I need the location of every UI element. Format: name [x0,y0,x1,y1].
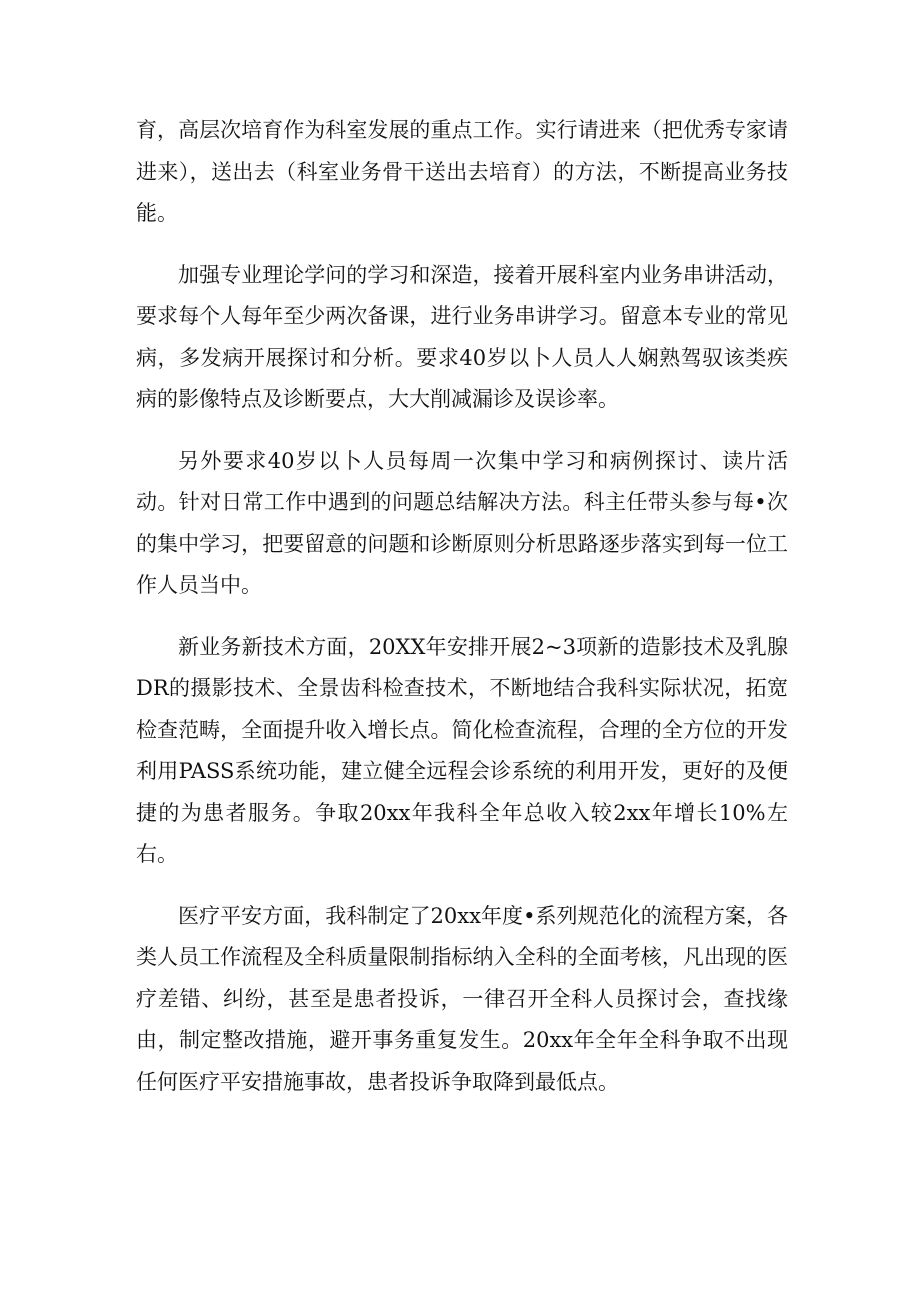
paragraph-training-continued: 育，高层次培育作为科室发展的重点工作。实行请进来（把优秀专家请进来），送出去（科室业务骨干送出去培育）的方法，不断提高业务技能。 [136,118,788,225]
document-body [136,110,788,1123]
paragraph-weekly-study: 另外要求40岁以卜人员每周一次集中学习和病例探讨、读片活动。针对日常工作中遇到的问题总结解决方法。科主任带头参与每•次的集中学习，把要留意的问题和诊断原则分析思路逐步落实到每一位工作人员当中。 [136,448,788,597]
paragraph-new-technology: 新业务新技术方面，20XX年安排开展2~3项新的造影技术及乳腺DR的摄影技术、全景齿科检查技术，不断地结合我科实际状况，拓宽检查范畴，全面提升收入增长点。简化检查流程，合理的全方位的开发利用PASS系统功能，建立健全远程会诊系统的利用开发，更好的及便捷的为患者服务。争取20xx年我科全年总收入较2xx年增长10%左右。 [136,634,788,866]
paragraph-medical-safety: 医疗平安方面，我科制定了20xx年度•系列规范化的流程方案，各类人员工作流程及全科质量限制指标纳入全科的全面考核，凡出现的医疗差错、纠纷，甚至是患者投诉，一律召开全科人员探讨会，查找缘由，制定整改措施，避开事务重复发生。20xx年全年全科争取不出现任何医疗平安措施事故，患者投诉争取降到最低点。 [136,903,788,1094]
paragraph-professional-study: 加强专业理论学问的学习和深造，接着开展科室内业务串讲活动，要求每个人每年至少两次备课，进行业务串讲学习。留意本专业的常见病，多发病开展探讨和分析。要求40岁以卜人员人人娴熟驾驭该类疾病的影像特点及诊断要点，大大削减漏诊及误诊率。 [136,262,788,411]
